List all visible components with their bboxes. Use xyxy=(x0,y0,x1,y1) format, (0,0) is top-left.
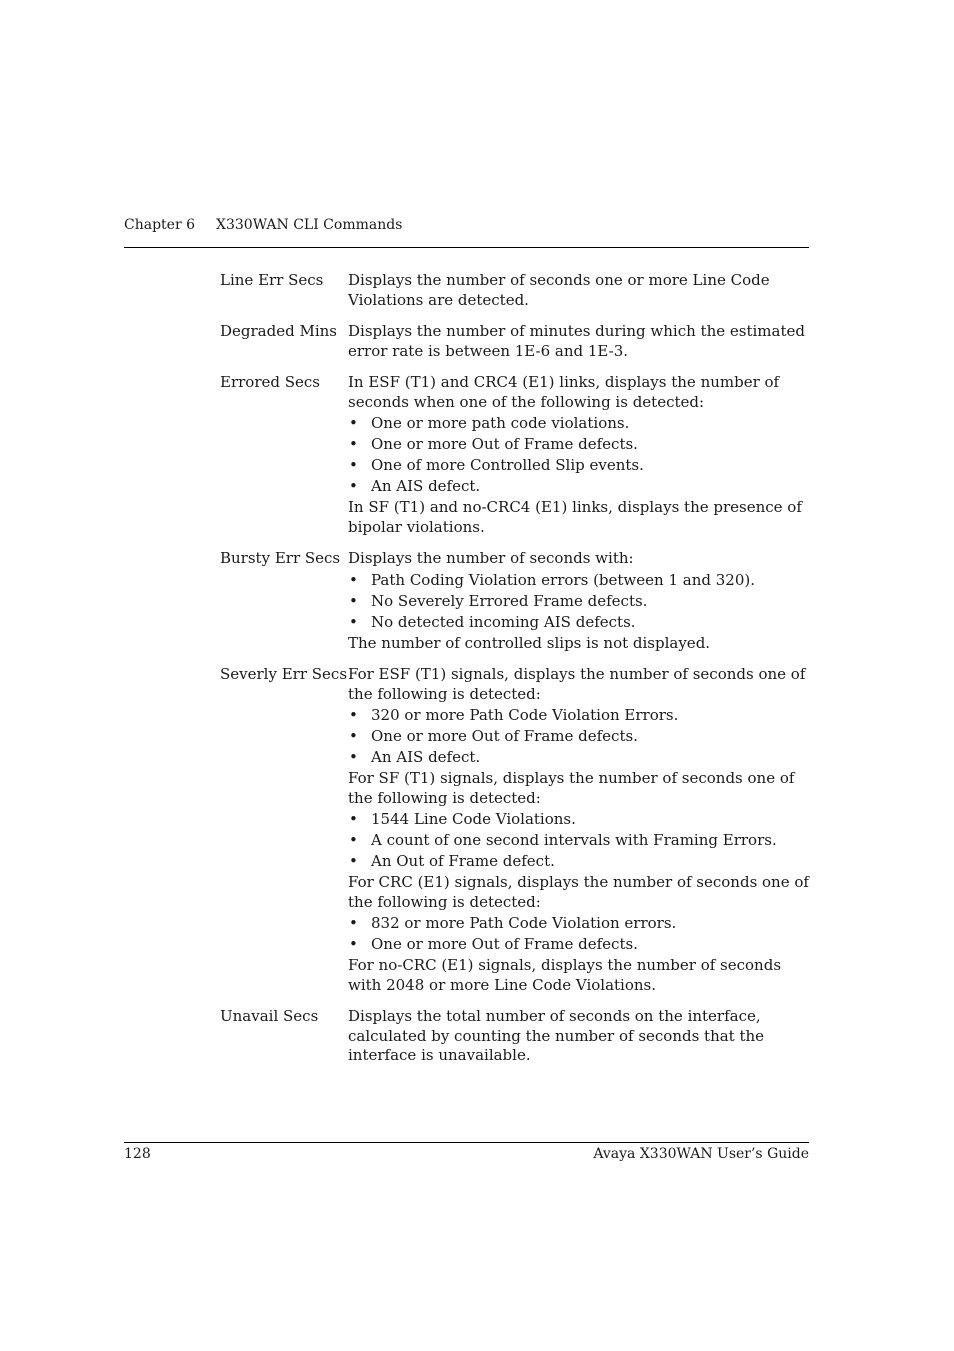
definition-description xyxy=(348,322,810,361)
bullet-item xyxy=(348,726,810,747)
bullet-text: One or more Out of Frame defects. xyxy=(371,435,638,453)
bullet-text: A count of one second intervals with Framing Errors. xyxy=(371,831,777,849)
bullet-text: 320 or more Path Code Violation Errors. xyxy=(371,706,679,724)
bullet-icon: • xyxy=(349,456,358,474)
definition-term: Bursty Err Secs xyxy=(220,549,341,567)
description-paragraph: Displays the number of seconds with: xyxy=(348,549,634,567)
header-rule xyxy=(124,247,809,248)
bullet-item xyxy=(348,455,810,476)
page-number: 128 xyxy=(124,1146,151,1162)
bullet-list xyxy=(348,570,810,633)
bullet-text: One of more Controlled Slip events. xyxy=(371,456,644,474)
definition-description xyxy=(348,271,810,310)
description-paragraph: In ESF (T1) and CRC4 (E1) links, displays the number of seconds when one of the following is detected: xyxy=(348,373,780,411)
bullet-text: One or more Out of Frame defects. xyxy=(371,727,638,745)
definition-description xyxy=(348,549,810,653)
definition-entry xyxy=(220,1007,820,1066)
description-paragraph: For CRC (E1) signals, displays the number of seconds one of the following is detected: xyxy=(348,873,809,911)
bullet-item xyxy=(348,591,810,612)
bullet-icon: • xyxy=(349,570,358,589)
bullet-item xyxy=(348,934,810,955)
description-paragraph: In SF (T1) and no-CRC4 (E1) links, displays the presence of bipolar violations. xyxy=(348,498,802,536)
bullet-icon: • xyxy=(349,852,358,870)
definition-entry xyxy=(220,271,820,310)
bullet-icon: • xyxy=(349,435,358,453)
definition-description xyxy=(348,665,810,995)
description-paragraph: Displays the total number of seconds on the interface, calculated by counting the number of seconds that the interface is unavailable. xyxy=(348,1007,765,1064)
bullet-icon: • xyxy=(349,810,358,828)
bullet-text: An AIS defect. xyxy=(371,477,481,495)
bullet-text: 1544 Line Code Violations. xyxy=(371,810,576,828)
definition-term: Errored Secs xyxy=(220,373,320,391)
bullet-list xyxy=(348,413,810,497)
bullet-icon: • xyxy=(349,612,358,631)
bullet-text: An AIS defect. xyxy=(371,748,481,766)
bullet-icon: • xyxy=(349,414,358,432)
bullet-list xyxy=(348,705,810,768)
bullet-text: An Out of Frame defect. xyxy=(371,852,555,870)
bullet-text: 832 or more Path Code Violation errors. xyxy=(371,914,677,932)
definition-entry xyxy=(220,322,820,361)
bullet-text: One or more Out of Frame defects. xyxy=(371,935,638,953)
bullet-icon: • xyxy=(349,727,358,745)
chapter-label: Chapter 6 xyxy=(124,217,195,233)
bullet-icon: • xyxy=(349,935,358,953)
bullet-icon: • xyxy=(349,748,358,766)
definition-term: Line Err Secs xyxy=(220,271,324,289)
definition-description xyxy=(348,1007,810,1066)
bullet-icon: • xyxy=(349,591,358,610)
footer-rule xyxy=(124,1142,809,1143)
definition-list xyxy=(220,271,820,1078)
bullet-list xyxy=(348,809,810,872)
definition-description xyxy=(348,373,810,537)
bullet-text: Path Coding Violation errors (between 1 and 320). xyxy=(371,570,755,589)
bullet-item xyxy=(348,434,810,455)
bullet-text: No Severely Errored Frame defects. xyxy=(371,591,648,610)
definition-entry xyxy=(220,549,820,653)
bullet-item xyxy=(348,851,810,872)
definition-term: Unavail Secs xyxy=(220,1007,319,1025)
description-paragraph: Displays the number of minutes during which the estimated error rate is between 1E-6 and 1E-3. xyxy=(348,322,805,360)
guide-title: Avaya X330WAN User’s Guide xyxy=(593,1146,809,1162)
bullet-item xyxy=(348,809,810,830)
description-paragraph: The number of controlled slips is not displayed. xyxy=(348,633,711,652)
bullet-item xyxy=(348,612,810,633)
bullet-text: One or more path code violations. xyxy=(371,414,630,432)
bullet-list xyxy=(348,913,810,955)
description-paragraph: Displays the number of seconds one or more Line Code Violations are detected. xyxy=(348,271,770,309)
bullet-item xyxy=(348,705,810,726)
bullet-item xyxy=(348,830,810,851)
definition-term: Severly Err Secs xyxy=(220,665,348,683)
bullet-item xyxy=(348,413,810,434)
chapter-title: X330WAN CLI Commands xyxy=(216,217,403,233)
description-paragraph: For no-CRC (E1) signals, displays the number of seconds with 2048 or more Line Code Violations. xyxy=(348,956,782,994)
bullet-item xyxy=(348,747,810,768)
bullet-item xyxy=(348,476,810,497)
bullet-icon: • xyxy=(349,477,358,495)
bullet-icon: • xyxy=(349,914,358,932)
definition-entry xyxy=(220,665,820,995)
bullet-icon: • xyxy=(349,831,358,849)
bullet-text: No detected incoming AIS defects. xyxy=(371,612,636,631)
bullet-icon: • xyxy=(349,706,358,724)
definition-term: Degraded Mins xyxy=(220,322,337,340)
bullet-item xyxy=(348,913,810,934)
description-paragraph: For ESF (T1) signals, displays the number of seconds one of the following is detected: xyxy=(348,665,806,703)
bullet-item xyxy=(348,570,810,591)
description-paragraph: For SF (T1) signals, displays the number of seconds one of the following is detected: xyxy=(348,769,795,807)
definition-entry xyxy=(220,373,820,537)
